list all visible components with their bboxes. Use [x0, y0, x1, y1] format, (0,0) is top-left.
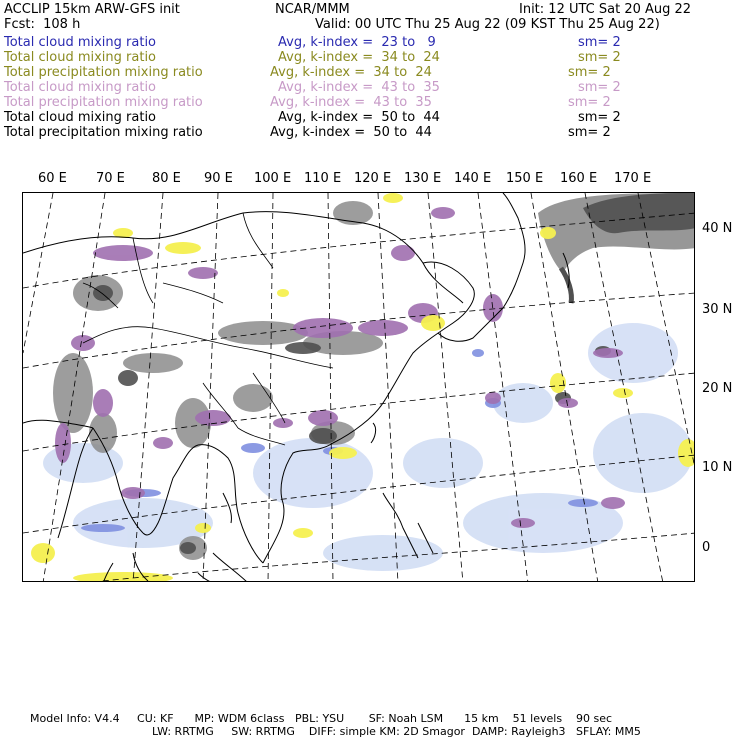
legend-row-5-sm: sm= 2 — [568, 95, 611, 110]
lon-label-130e: 130 E — [404, 171, 442, 186]
legend-row-1-avg: Avg, k-index = 23 to 9 — [278, 35, 436, 50]
init-time: Init: 12 UTC Sat 20 Aug 22 — [519, 2, 692, 17]
legend-row-2-sm: sm= 2 — [578, 50, 621, 65]
legend-row-3-sm: sm= 2 — [568, 65, 611, 80]
lat-label-0: 0 — [702, 540, 711, 555]
lon-label-100e: 100 E — [254, 171, 292, 186]
legend-row-7-field: Total precipitation mixing ratio — [4, 125, 203, 140]
legend-row-5-field: Total precipitation mixing ratio — [4, 95, 203, 110]
valid-time: Valid: 00 UTC Thu 25 Aug 22 (09 KST Thu 25 Aug 22) — [315, 17, 660, 32]
footer-model-info: Model Info: V4.4 CU: KF MP: WDM 6class PBL: YSU SF: Noah LSM 15 km 51 levels 90 sec — [30, 712, 613, 725]
legend-row-3-avg: Avg, k-index = 34 to 24 — [270, 65, 432, 80]
legend-row-2-field: Total cloud mixing ratio — [4, 50, 157, 65]
lon-label-150e: 150 E — [506, 171, 544, 186]
legend-row-3-field: Total precipitation mixing ratio — [4, 65, 203, 80]
center-name: NCAR/MMM — [275, 2, 350, 17]
cloud-mass-northeast — [538, 193, 695, 303]
legend-row-7-avg: Avg, k-index = 50 to 44 — [270, 125, 432, 140]
legend-row-6-avg: Avg, k-index = 50 to 44 — [278, 110, 440, 125]
legend-row-4-sm: sm= 2 — [578, 80, 621, 95]
legend-row-4-field: Total cloud mixing ratio — [4, 80, 157, 95]
forecast-hour: Fcst: 108 h — [4, 17, 81, 32]
legend-row-4-avg: Avg, k-index = 43 to 35 — [278, 80, 440, 95]
lon-label-140e: 140 E — [454, 171, 492, 186]
footer-physics-info: LW: RRTMG SW: RRTMG DIFF: simple KM: 2D Smagor DAMP: Rayleigh3 SFLAY: MM5 — [152, 725, 641, 738]
lon-label-60e: 60 E — [38, 171, 67, 186]
legend-row-1-field: Total cloud mixing ratio — [4, 35, 157, 50]
legend-row-5-avg: Avg, k-index = 43 to 35 — [270, 95, 432, 110]
legend-row-7-sm: sm= 2 — [568, 125, 611, 140]
model-title: ACCLIP 15km ARW-GFS init — [4, 2, 180, 17]
lat-label-20n: 20 N — [702, 381, 733, 396]
lon-label-120e: 120 E — [354, 171, 392, 186]
legend-row-1-sm: sm= 2 — [578, 35, 621, 50]
map-canvas — [23, 193, 695, 582]
lon-label-170e: 170 E — [614, 171, 652, 186]
legend-row-6-field: Total cloud mixing ratio — [4, 110, 157, 125]
lon-label-70e: 70 E — [96, 171, 125, 186]
legend-row-2-avg: Avg, k-index = 34 to 24 — [278, 50, 440, 65]
legend-row-6-sm: sm= 2 — [578, 110, 621, 125]
lon-label-80e: 80 E — [152, 171, 181, 186]
lat-label-30n: 30 N — [702, 302, 733, 317]
lat-label-40n: 40 N — [702, 221, 733, 236]
lon-label-110e: 110 E — [304, 171, 342, 186]
lat-label-10n: 10 N — [702, 460, 733, 475]
map-frame — [22, 192, 695, 582]
lon-label-160e: 160 E — [560, 171, 598, 186]
lon-label-90e: 90 E — [204, 171, 233, 186]
